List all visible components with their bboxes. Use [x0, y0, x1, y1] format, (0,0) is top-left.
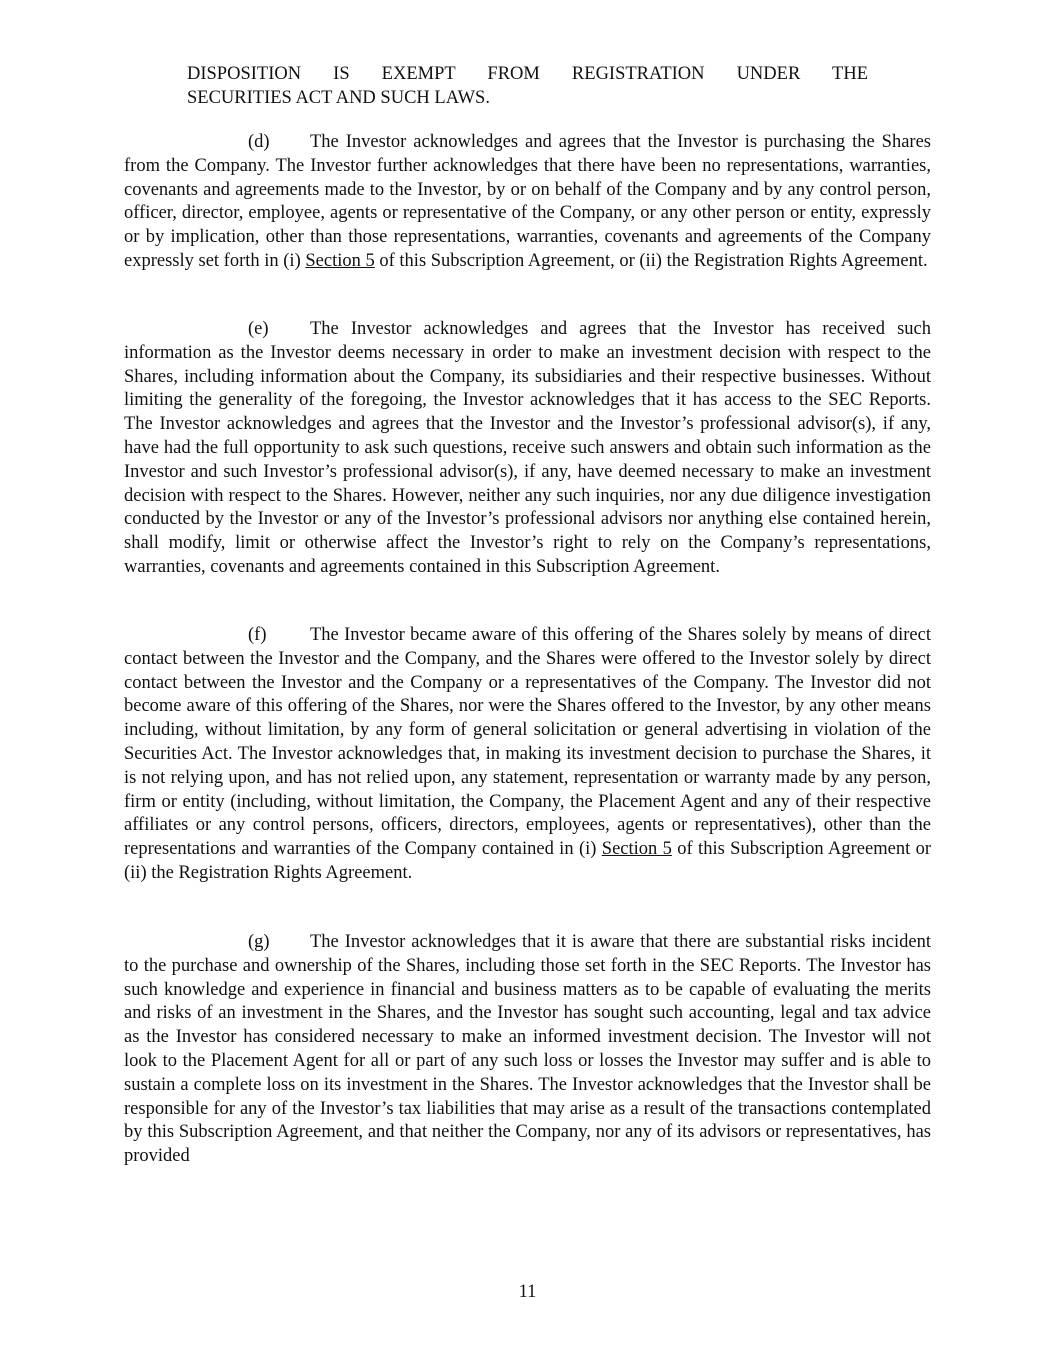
paragraph-g-text: The Investor acknowledges that it is aware that there are substantial risks incident to the purchase and ownership of the Shares, including those set forth in the SEC Reports. The Investor has such knowledge and experience in financial and business matters as to be capable of evaluating the merits and risks of an investment in the Shares, and the Investor has sought such accounting, legal and tax advice as the Investor has considered necessary to make an informed investment decision. The Investor will not look to the Placement Agent for all or part of any such loss or losses the Investor may suffer and is able to sustain a complete loss on its investment in the Shares. The Investor acknowledges that the Investor shall be responsible for any of the Investor’s tax liabilities that may arise as a result of the transactions contemplated by this Subscription Agreement, and that neither the Company, nor any of its advisors or representatives, has provided	[124, 932, 931, 1167]
section-5-reference: Section 5	[305, 250, 375, 271]
legend-line-2: SECURITIES ACT AND SUCH LAWS.	[187, 88, 490, 108]
paragraph-marker-f: (f)	[248, 625, 267, 645]
paragraph-f	[124, 624, 931, 886]
paragraph-d-text-a: The Investor acknowledges and agrees that the Investor is purchasing the Shares from the Company. The Investor further acknowledges that there have been no representations, warranties, covenants and agreements made to the Investor, by or on behalf of the Company and by any control person, officer, director, employee, agents or representative of the Company, or any other person or entity, expressly or by implication, other than those representations, warranties, covenants and agreements of the Company expressly set forth in (i)	[124, 132, 931, 271]
paragraph-d-text-b: of this Subscription Agreement, or (ii) the Registration Rights Agreement.	[374, 250, 928, 271]
paragraph-e	[124, 318, 931, 580]
paragraph-marker-d: (d)	[248, 132, 270, 152]
paragraph-f-text-b: of this Subscription Agreement or (ii) the Registration Rights Agreement.	[124, 839, 931, 883]
paragraph-g	[124, 931, 931, 1169]
paragraph-e-text: The Investor acknowledges and agrees that the Investor has received such information as the Investor deems necessary in order to make an investment decision with respect to the Shares, including information about the Company, its subsidiaries and their respective businesses. Without limiting the generality of the foregoing, the Investor acknowledges that it has access to the SEC Reports. The Investor acknowledges and agrees that the Investor and the Investor’s professional advisor(s), if any, have had the full opportunity to ask such questions, receive such answers and obtain such information as the Investor and such Investor’s professional advisor(s), if any, have deemed necessary to make an investment decision with respect to the Shares. However, neither any such inquiries, nor any due diligence investigation conducted by the Investor or any of the Investor’s professional advisors nor anything else contained herein, shall modify, limit or otherwise affect the Investor’s right to rely on the Company’s representations, warranties, covenants and agreements contained in this Subscription Agreement.	[124, 319, 931, 577]
page-number: 11	[518, 1282, 537, 1302]
paragraph-marker-e: (e)	[248, 319, 269, 339]
legend-line-1: DISPOSITION IS EXEMPT FROM REGISTRATION UNDER THE	[187, 64, 868, 84]
legend-continuation	[187, 62, 868, 110]
paragraph-marker-g: (g)	[248, 932, 270, 952]
paragraph-f-text-a: The Investor became aware of this offering of the Shares solely by means of direct contact between the Investor and the Company, and the Shares were offered to the Investor solely by direct contact between the Investor and the Company or a representatives of the Company. The Investor did not become aware of this offering of the Shares, nor were the Shares offered to the Investor, by any other means including, without limitation, by any form of general solicitation or general advertising in violation of the Securities Act. The Investor acknowledges that, in making its investment decision to purchase the Shares, it is not relying upon, and has not relied upon, any statement, representation or warranty made by any person, firm or entity (including, without limitation, the Company, the Placement Agent and any of their respective affiliates or any control persons, officers, directors, employees, agents or representatives), other than the representations and warranties of the Company contained in (i)	[124, 625, 931, 860]
paragraph-d	[124, 131, 931, 274]
section-5-reference: Section 5	[601, 839, 672, 860]
